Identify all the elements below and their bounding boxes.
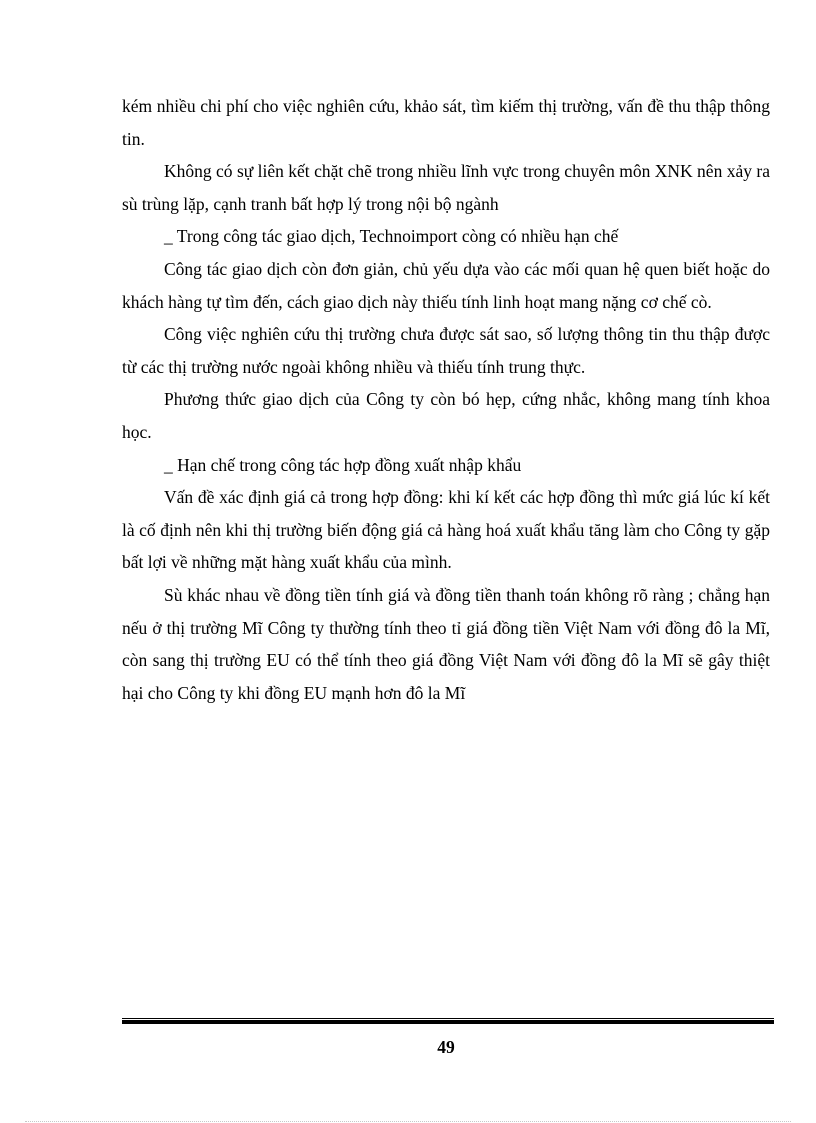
page-edge-divider — [25, 1121, 791, 1122]
paragraph-4: Công tác giao dịch còn đơn giản, chủ yếu dựa vào các mối quan hệ quen biết hoặc do khách hàng tự tìm đến, cách giao dịch này thiếu tính linh hoạt mang nặng cơ chế cò. — [122, 258, 770, 312]
paragraph-3: _ Trong công tác giao dịch, Technoimport còng có nhiều hạn chế — [164, 226, 619, 247]
page-number: 49 — [437, 1037, 455, 1057]
paragraph-5: Công việc nghiên cứu thị trường chưa được sát sao, số lượng thông tin thu thập được từ các thị trường nước ngoài không nhiều và thiếu tính trung thực. — [122, 324, 770, 377]
paragraph-8: Vấn đề xác định giá cả trong hợp đồng: khi kí kết các hợp đồng thì mức giá lúc kí kết là cố định nên khi thị trường biến động giá cả hàng hoá xuất khẩu tăng làm cho Công ty gặp bất lợi về những mặt hàng xuất khẩu của mình. — [122, 487, 770, 573]
paragraph-7: _ Hạn chế trong công tác hợp đồng xuất nhập khẩu — [164, 454, 522, 475]
footer-rule-thick-line — [122, 1020, 774, 1024]
paragraph-9: Sù khác nhau về đồng tiền tính giá và đồng tiền thanh toán không rõ ràng ; chẳng hạn nếu ở thị trường Mĩ Công ty thường tính theo tỉ giá đồng tiền Việt Nam với đồng đô la Mĩ, còn sang thị trường EU có thể tính theo giá đồng Việt Nam với đồng đô la Mĩ sẽ gây thiệt hại cho Công ty khi đồng EU mạnh hơn đô la Mĩ — [122, 584, 770, 703]
paragraph-1: kém nhiều chi phí cho việc nghiên cứu, khảo sát, tìm kiếm thị trường, vấn đề thu thập thông tin. — [122, 96, 770, 149]
footer-rule — [122, 1018, 774, 1024]
paragraph-2: Không có sự liên kết chặt chẽ trong nhiều lĩnh vực trong chuyên môn XNK nên xảy ra sù trùng lặp, cạnh tranh bất hợp lý trong nội bộ ngành — [122, 161, 770, 214]
paragraph-6: Phương thức giao dịch của Công ty còn bó hẹp, cứng nhắc, không mang tính khoa học. — [122, 389, 770, 442]
footer-rule-thin-line — [122, 1018, 774, 1019]
body-text — [122, 90, 770, 709]
